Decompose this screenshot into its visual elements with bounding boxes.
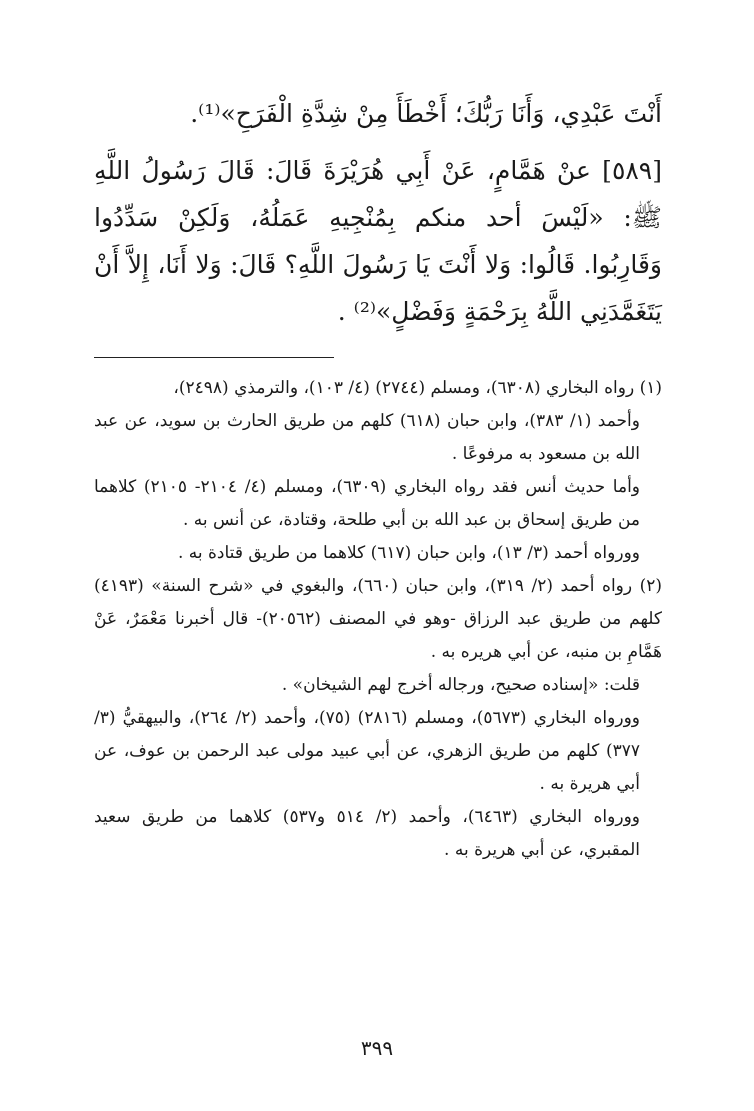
- page-number: ٣٩٩: [360, 1036, 394, 1060]
- footnote-line: وورواه البخاري (٥٦٧٣)، ومسلم (٢٨١٦) (٧٥)، وأحمد (٢/ ٢٦٤)، والبيهقيُّ (٣/ ٣٧٧) كلهم من طريق الزهري، عن أبي عبيد مولى عبد الرحمن بن عوف، عن أبي هريرة به .: [94, 708, 640, 794]
- footnote-line: وأما حديث أنس فقد رواه البخاري (٦٣٠٩)، ومسلم (٤/ ٢١٠٤- ٢١٠٥) كلاهما من طريق إسحاق بن عبد الله بن أبي طلحة، وقتادة، عن أنس به .: [94, 477, 640, 530]
- footnote-line: وورواه أحمد (٣/ ١٣)، وابن حبان (٦١٧) كلاهما من طريق قتادة به .: [177, 543, 640, 563]
- main-paragraph: أَنْتَ عَبْدِي، وَأَنَا رَبُّكَ؛ أَخْطَأَ مِنْ شِدَّةِ الْفَرَحِ»⁽¹⁾.: [190, 99, 662, 128]
- footnotes: [94, 372, 662, 867]
- footnote-line: قلت: «إسناده صحيح، ورجاله أخرج لهم الشيخان» .: [281, 675, 640, 695]
- footnote-line: (١) رواه البخاري (٦٣٠٨)، ومسلم (٢٧٤٤) (٤/ ١٠٣)، والترمذي (٢٤٩٨)،: [173, 378, 662, 398]
- footnote-divider: [94, 357, 334, 358]
- footnote-line: وورواه البخاري (٦٤٦٣)، وأحمد (٢/ ٥١٤ و٥٣٧) كلاهما من طريق سعيد المقبري، عن أبي هريرة به .: [94, 807, 640, 860]
- main-text: [94, 90, 662, 335]
- footnote-line: (٢) رواه أحمد (٢/ ٣١٩)، وابن حبان (٦٦٠)، والبغوي في «شرح السنة» (٤١٩٣) كلهم من طريق عبد الرزاق -وهو في المصنف (٢٠٥٦٢)- قال أخبرنا مَعْمَرٌ، عَنْ هَمَّامِ بن منبه، عن أبي هريره به .: [94, 576, 663, 662]
- footnote-line: وأحمد (١/ ٣٨٣)، وابن حبان (٦١٨) كلهم من طريق الحارث بن سويد، عن عبد الله بن مسعود به مرفوعًا .: [94, 411, 640, 464]
- main-paragraph: [٥٨٩] عنْ هَمَّامٍ، عَنْ أَبِي هُرَيْرَةَ قَالَ: قَالَ رَسُولُ اللَّهِ ﷺ: «لَيْسَ أحد منكم بِمُنْجِيهِ عَمَلُهُ، وَلَكِنْ سَدِّدُوا وَقَارِبُوا. قَالُوا: وَلا أَنْتَ يَا رَسُولَ اللَّهِ؟ قَالَ: وَلا أَنَا، إِلاَّ أَنْ يَتَغَمَّدَنِي اللَّهُ بِرَحْمَةٍ وَفَضْلٍ»⁽²⁾ .: [94, 156, 662, 326]
